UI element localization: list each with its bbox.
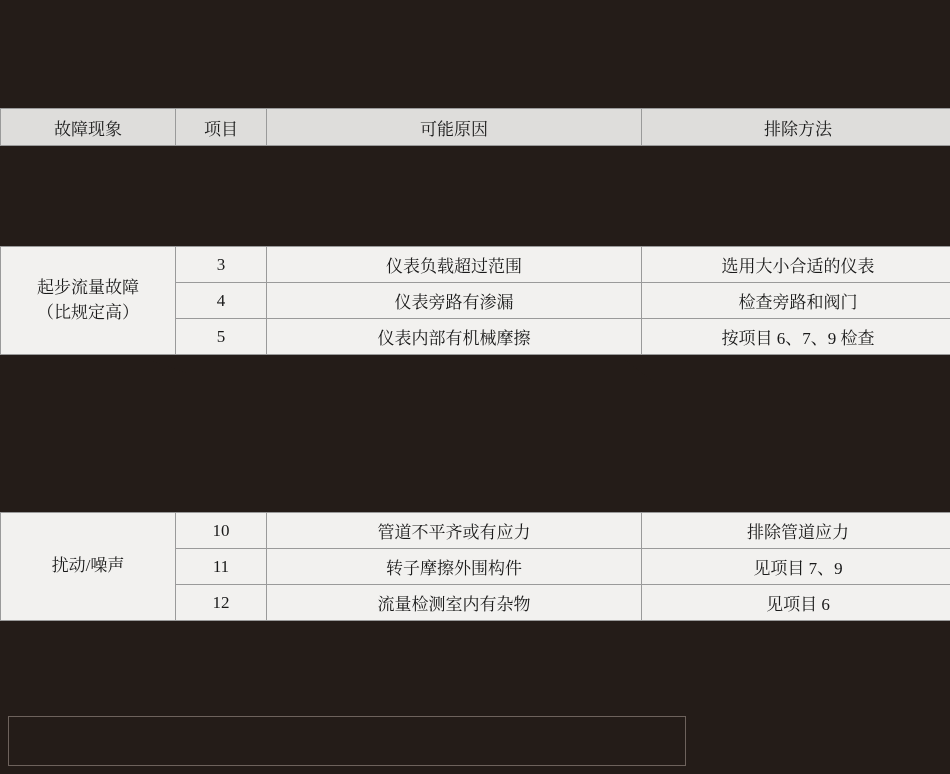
remedy-text: 检查旁路和阀门 bbox=[642, 283, 950, 319]
overlay-shape bbox=[26, 356, 60, 386]
category-line-2: （比规定高） bbox=[37, 302, 139, 322]
category-line-1: 起步流量故障 bbox=[37, 277, 139, 297]
item-number: 5 bbox=[176, 319, 267, 355]
table-header bbox=[0, 108, 950, 146]
column-header-cause: 可能原因 bbox=[267, 109, 642, 146]
cause-text: 转子摩擦外围构件 bbox=[267, 549, 642, 585]
overlay-shape bbox=[60, 356, 96, 386]
overlay-shape bbox=[0, 356, 28, 386]
overlay-shape bbox=[320, 356, 620, 378]
remedy-text: 按项目 6、7、9 检查 bbox=[642, 319, 950, 355]
overlay-shape bbox=[190, 356, 320, 370]
remedy-text: 见项目 6 bbox=[642, 585, 950, 621]
overlay-shape bbox=[684, 356, 728, 370]
item-number: 12 bbox=[176, 585, 267, 621]
cause-text: 管道不平齐或有应力 bbox=[267, 513, 642, 549]
overlay-shape bbox=[96, 356, 138, 386]
item-number: 4 bbox=[176, 283, 267, 319]
item-number: 11 bbox=[176, 549, 267, 585]
table-header-row bbox=[1, 109, 950, 146]
cause-text: 仪表负载超过范围 bbox=[267, 247, 642, 283]
cause-text: 流量检测室内有杂物 bbox=[267, 585, 642, 621]
item-number: 3 bbox=[176, 247, 267, 283]
category-cell-startup-flow bbox=[1, 247, 176, 355]
table-row bbox=[1, 247, 950, 283]
category-cell-disturbance-noise bbox=[1, 513, 176, 621]
remedy-text: 排除管道应力 bbox=[642, 513, 950, 549]
overlay-shape bbox=[620, 356, 654, 382]
table-row bbox=[1, 513, 950, 549]
overlay-shape bbox=[788, 356, 950, 372]
column-header-item: 项目 bbox=[176, 109, 267, 146]
table-block-disturbance-noise bbox=[0, 512, 950, 621]
overlay-shape bbox=[654, 356, 684, 382]
overlay-shape bbox=[728, 356, 788, 382]
overlay-shape bbox=[0, 386, 950, 512]
column-header-remedy: 排除方法 bbox=[642, 109, 950, 146]
cause-text: 仪表内部有机械摩擦 bbox=[267, 319, 642, 355]
table-block-startup-flow bbox=[0, 246, 950, 355]
cause-text: 仪表旁路有渗漏 bbox=[267, 283, 642, 319]
overlay-shape bbox=[138, 356, 190, 374]
category-line-1: 扰动/噪声 bbox=[51, 556, 125, 576]
remedy-text: 选用大小合适的仪表 bbox=[642, 247, 950, 283]
remedy-text: 见项目 7、9 bbox=[642, 549, 950, 585]
item-number: 10 bbox=[176, 513, 267, 549]
column-header-fault: 故障现象 bbox=[1, 109, 176, 146]
bottom-panel bbox=[8, 716, 686, 766]
